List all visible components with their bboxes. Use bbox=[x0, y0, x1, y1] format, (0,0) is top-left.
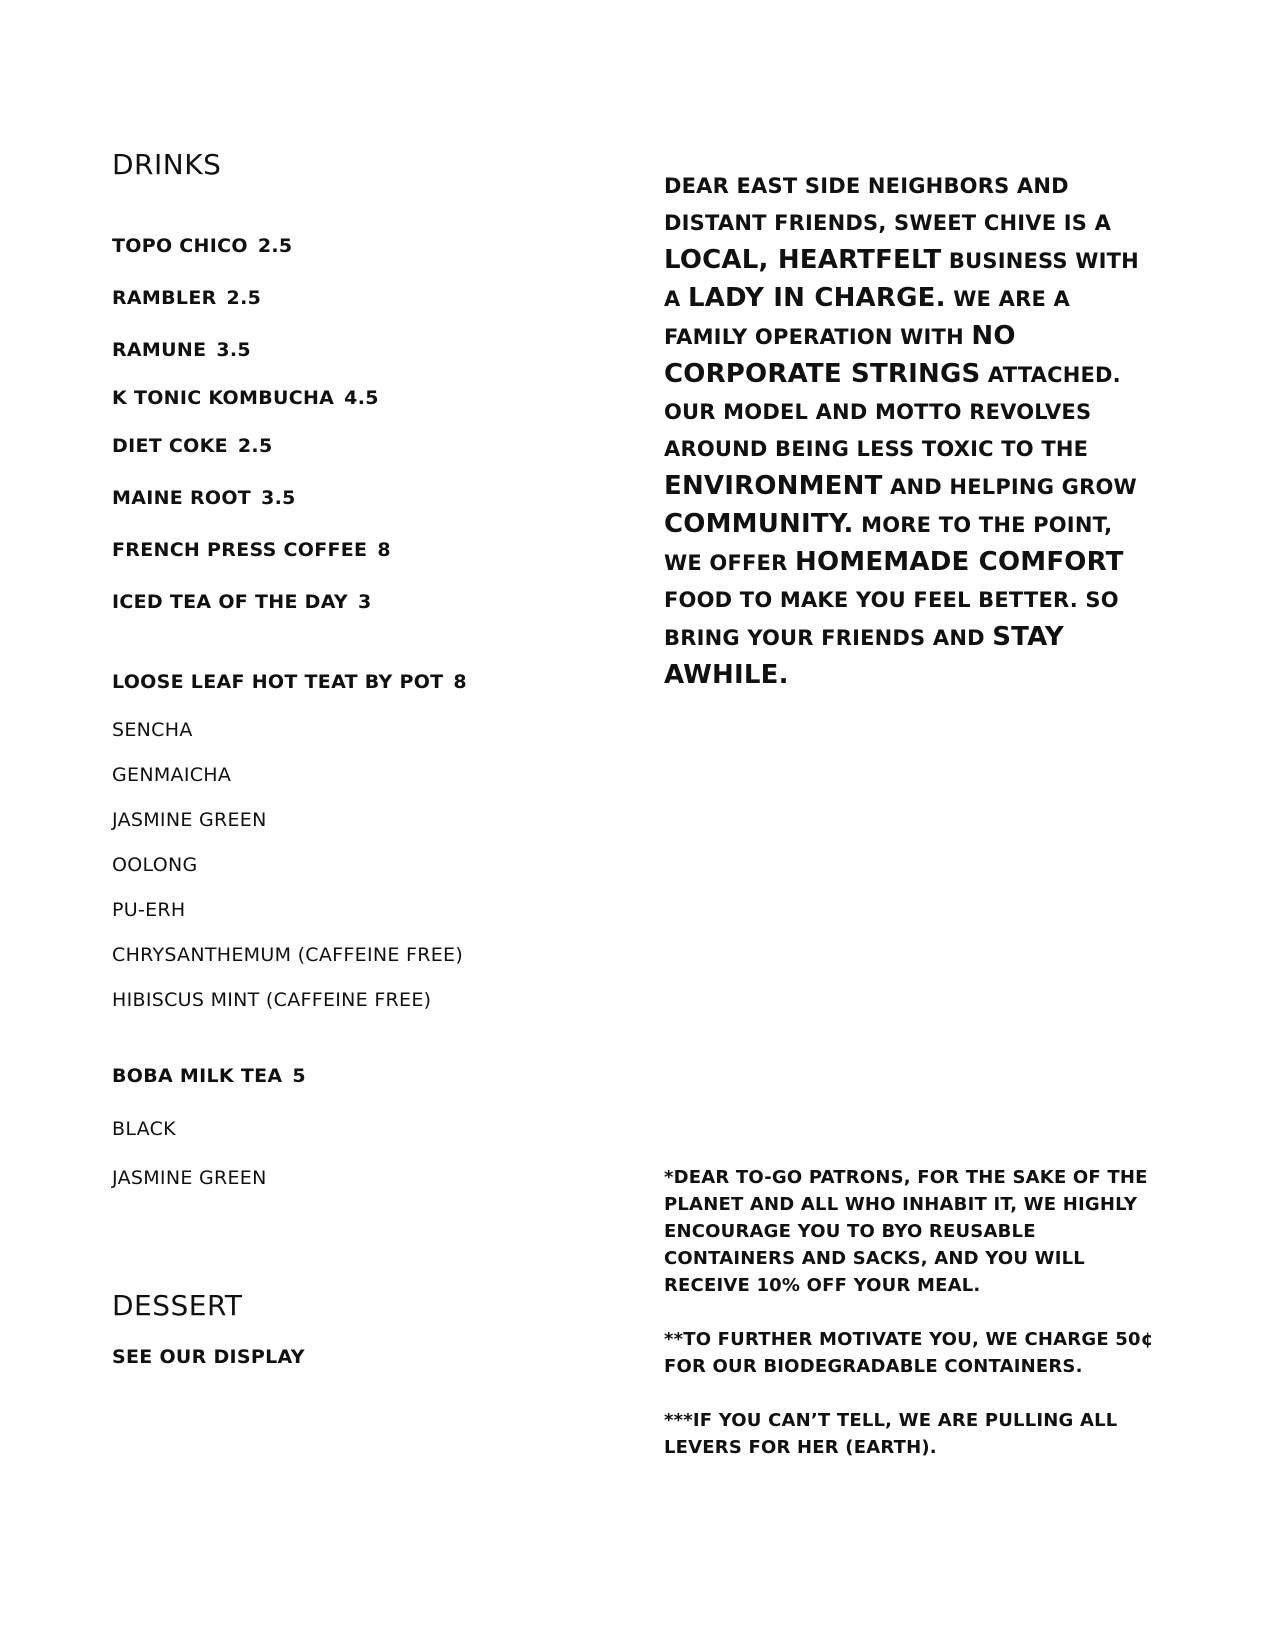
drink-price: 3 bbox=[357, 591, 372, 613]
letter-emphasis: LOCAL, HEARTFELT bbox=[664, 245, 942, 275]
letter-text: WE ARE A FAMILY OPERATION WITH bbox=[664, 287, 1070, 349]
letter-emphasis: HOMEMADE COMFORT bbox=[795, 547, 1124, 577]
drink-price: 2.5 bbox=[237, 435, 273, 457]
letter-emphasis: NO CORPORATE STRINGS bbox=[664, 321, 1016, 389]
letter-text: FOOD TO MAKE YOU FEEL BETTER. SO BRING YOUR FRIENDS AND bbox=[664, 588, 1119, 650]
loose-leaf-heading bbox=[112, 671, 467, 693]
boba-item: JASMINE GREEN bbox=[112, 1167, 267, 1189]
boba-title: BOBA MILK TEA bbox=[112, 1065, 283, 1087]
letter-text: AND HELPING GROW bbox=[882, 475, 1137, 499]
drink-item bbox=[112, 435, 272, 457]
drink-item bbox=[112, 591, 372, 613]
tea-item: CHRYSANTHEMUM (CAFFEINE FREE) bbox=[112, 944, 464, 966]
drink-item bbox=[112, 235, 292, 257]
drink-name: K TONIC KOMBUCHA bbox=[112, 387, 335, 409]
dessert-note: SEE OUR DISPLAY bbox=[112, 1346, 305, 1368]
to-go-note: **TO FURTHER MOTIVATE YOU, WE CHARGE 50¢ FOR OUR BIODEGRADABLE CONTAINERS. bbox=[664, 1329, 1154, 1377]
drink-name: MAINE ROOT bbox=[112, 487, 252, 509]
tea-item: SENCHA bbox=[112, 719, 193, 741]
drink-name: RAMUNE bbox=[112, 339, 207, 361]
tea-item: PU-ERH bbox=[112, 899, 186, 921]
drink-item bbox=[112, 487, 296, 509]
drink-name: FRENCH PRESS COFFEE bbox=[112, 539, 368, 561]
drink-price: 2.5 bbox=[257, 235, 293, 257]
boba-heading bbox=[112, 1065, 306, 1087]
loose-leaf-title: LOOSE LEAF HOT TEAT BY POT bbox=[112, 671, 444, 693]
drink-price: 4.5 bbox=[344, 387, 379, 409]
drink-item bbox=[112, 339, 251, 361]
letter-text: BUSINESS WITH A bbox=[664, 249, 1139, 311]
drink-name: TOPO CHICO bbox=[112, 235, 248, 257]
tea-item: HIBISCUS MINT (CAFFEINE FREE) bbox=[112, 989, 432, 1011]
drink-price: 3.5 bbox=[216, 339, 251, 361]
drink-name: ICED TEA OF THE DAY bbox=[112, 591, 348, 613]
dessert-heading: DESSERT bbox=[112, 1289, 243, 1322]
to-go-note: ***IF YOU CAN’T TELL, WE ARE PULLING ALL LEVERS FOR HER (EARTH). bbox=[664, 1410, 1118, 1458]
boba-item: BLACK bbox=[112, 1118, 176, 1140]
to-go-note: *DEAR TO-GO PATRONS, FOR THE SAKE OF THE PLANET AND ALL WHO INHABIT IT, WE HIGHLY ENCOURAGE YOU TO BYO REUSABLE CONTAINERS AND SACKS, AND YOU WILL RECEIVE 10% OFF YOUR MEAL. bbox=[664, 1167, 1148, 1296]
letter-emphasis: COMMUNITY. bbox=[664, 509, 854, 539]
drink-name: RAMBLER bbox=[112, 287, 217, 309]
drink-price: 8 bbox=[377, 539, 391, 561]
drink-item bbox=[112, 387, 379, 409]
welcome-letter bbox=[664, 168, 1154, 695]
letter-emphasis: STAY AWHILE. bbox=[664, 622, 1064, 690]
to-go-notes bbox=[664, 1164, 1164, 1488]
tea-item: JASMINE GREEN bbox=[112, 809, 267, 831]
drink-item bbox=[112, 539, 391, 561]
drinks-heading: DRINKS bbox=[112, 148, 222, 181]
drink-item bbox=[112, 287, 261, 309]
drink-price: 2.5 bbox=[226, 287, 262, 309]
drink-name: DIET COKE bbox=[112, 435, 228, 457]
tea-item: OOLONG bbox=[112, 854, 198, 876]
drink-price: 3.5 bbox=[261, 487, 296, 509]
boba-price: 5 bbox=[292, 1065, 306, 1087]
letter-text: DEAR EAST SIDE NEIGHBORS AND DISTANT FRIENDS, SWEET CHIVE IS A bbox=[664, 174, 1112, 235]
letter-text: ATTACHED. OUR MODEL AND MOTTO REVOLVES AROUND BEING LESS TOXIC TO THE bbox=[664, 363, 1121, 461]
loose-leaf-price: 8 bbox=[453, 671, 467, 693]
letter-text: MORE TO THE POINT, WE OFFER bbox=[664, 513, 1113, 575]
tea-item: GENMAICHA bbox=[112, 764, 232, 786]
letter-emphasis: LADY IN CHARGE. bbox=[687, 283, 946, 313]
letter-emphasis: ENVIRONMENT bbox=[664, 471, 883, 501]
